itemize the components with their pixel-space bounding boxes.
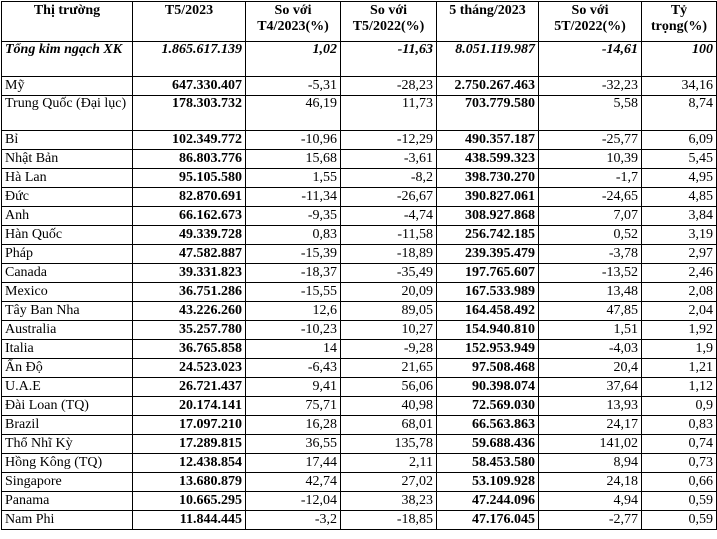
cell-share: 4,85 [642,188,717,207]
cell-five-months: 390.827.061 [437,188,539,207]
cell-vs-t5-2022: 11,73 [341,96,437,131]
cell-share: 5,45 [642,150,717,169]
cell-vs-5t-2022: 24,17 [539,416,642,435]
cell-market: Ấn Độ [2,359,133,378]
cell-five-months: 164.458.492 [437,302,539,321]
table-row [2,321,717,340]
cell-vs-t4: -5,31 [246,77,341,96]
cell-five-months: 703.779.580 [437,96,539,131]
cell-five-months: 59.688.436 [437,435,539,454]
cell-five-months: 66.563.863 [437,416,539,435]
cell-vs-5t-2022: 4,94 [539,492,642,511]
cell-vs-t4: 1,55 [246,169,341,188]
cell-five-months: 47.176.045 [437,511,539,530]
table-row [2,473,717,492]
cell-t5-2023: 49.339.728 [133,226,246,245]
table-row [2,131,717,150]
cell-market: Hàn Quốc [2,226,133,245]
table-row [2,283,717,302]
cell-vs-5t-2022: 0,52 [539,226,642,245]
cell-market: Singapore [2,473,133,492]
cell-market: Trung Quốc (Đại lục) [2,96,133,131]
cell-t5-2023: 647.330.407 [133,77,246,96]
header-market: Thị trường [2,2,133,42]
cell-vs-t5-2022: -3,61 [341,150,437,169]
table-row [2,169,717,188]
cell-share: 6,09 [642,131,717,150]
cell-share: 2,97 [642,245,717,264]
table-row [2,397,717,416]
table-row [2,150,717,169]
cell-vs-t4: 42,74 [246,473,341,492]
cell-market: Brazil [2,416,133,435]
cell-vs-5t-2022: -25,77 [539,131,642,150]
cell-vs-t4: -6,43 [246,359,341,378]
table-row [2,511,717,530]
cell-vs-t4: -18,37 [246,264,341,283]
cell-vs-5t-2022: 10,39 [539,150,642,169]
cell-share: 2,46 [642,264,717,283]
cell-vs-t4: 12,6 [246,302,341,321]
cell-five-months: 398.730.270 [437,169,539,188]
cell-vs-5t-2022: -24,65 [539,188,642,207]
table-row [2,454,717,473]
header-five-months: 5 tháng/2023 [437,2,539,42]
cell-share: 0,59 [642,511,717,530]
cell-vs-5t-2022: 7,07 [539,207,642,226]
cell-five-months: 167.533.989 [437,283,539,302]
cell-market: Nhật Bản [2,150,133,169]
cell-share: 1,92 [642,321,717,340]
table-row [2,492,717,511]
cell-vs-t4: -15,55 [246,283,341,302]
cell-vs-t5-2022: 135,78 [341,435,437,454]
cell-t5-2023: 17.289.815 [133,435,246,454]
cell-vs-t4: 15,68 [246,150,341,169]
cell-vs-5t-2022: 141,02 [539,435,642,454]
cell-t5-2023: 13.680.879 [133,473,246,492]
cell-vs-t4: -10,23 [246,321,341,340]
cell-five-months: 197.765.607 [437,264,539,283]
cell-five-months: 438.599.323 [437,150,539,169]
total-row [2,42,717,77]
cell-vs-t4: 16,28 [246,416,341,435]
cell-vs-5t-2022: 8,94 [539,454,642,473]
cell-five-months: 58.453.580 [437,454,539,473]
total-vs-t4: 1,02 [246,42,341,77]
cell-market: Tây Ban Nha [2,302,133,321]
cell-t5-2023: 36.765.858 [133,340,246,359]
cell-t5-2023: 86.803.776 [133,150,246,169]
table-row [2,96,717,131]
total-vs-t5-2022: -11,63 [341,42,437,77]
table-row [2,378,717,397]
header-t5-2023: T5/2023 [133,2,246,42]
cell-vs-t5-2022: -35,49 [341,264,437,283]
total-market: Tổng kim ngạch XK [2,42,133,77]
cell-vs-t5-2022: 40,98 [341,397,437,416]
cell-vs-5t-2022: -2,77 [539,511,642,530]
cell-vs-5t-2022: -13,52 [539,264,642,283]
cell-vs-5t-2022: -3,78 [539,245,642,264]
cell-share: 0,74 [642,435,717,454]
header-share: Tỷ trọng(%) [642,2,717,42]
table-row [2,188,717,207]
cell-vs-5t-2022: 1,51 [539,321,642,340]
table-row [2,435,717,454]
cell-five-months: 490.357.187 [437,131,539,150]
cell-market: Thổ Nhĩ Kỳ [2,435,133,454]
cell-t5-2023: 11.844.445 [133,511,246,530]
cell-vs-5t-2022: 13,93 [539,397,642,416]
cell-share: 1,21 [642,359,717,378]
cell-share: 0,73 [642,454,717,473]
cell-t5-2023: 47.582.887 [133,245,246,264]
table-row [2,340,717,359]
cell-t5-2023: 178.303.732 [133,96,246,131]
cell-vs-t4: 17,44 [246,454,341,473]
cell-five-months: 90.398.074 [437,378,539,397]
cell-market: Panama [2,492,133,511]
cell-share: 4,95 [642,169,717,188]
cell-t5-2023: 102.349.772 [133,131,246,150]
total-vs-5t-2022: -14,61 [539,42,642,77]
cell-five-months: 2.750.267.463 [437,77,539,96]
cell-share: 3,19 [642,226,717,245]
cell-five-months: 53.109.928 [437,473,539,492]
cell-vs-t4: -15,39 [246,245,341,264]
cell-vs-t4: 36,55 [246,435,341,454]
cell-t5-2023: 43.226.260 [133,302,246,321]
header-vs-t4: So với T4/2023(%) [246,2,341,42]
cell-market: Pháp [2,245,133,264]
cell-share: 34,16 [642,77,717,96]
cell-share: 0,66 [642,473,717,492]
cell-market: Mỹ [2,77,133,96]
cell-five-months: 308.927.868 [437,207,539,226]
cell-market: Canada [2,264,133,283]
cell-t5-2023: 12.438.854 [133,454,246,473]
table-row [2,207,717,226]
cell-vs-t5-2022: -11,58 [341,226,437,245]
cell-market: Nam Phi [2,511,133,530]
cell-t5-2023: 10.665.295 [133,492,246,511]
cell-five-months: 256.742.185 [437,226,539,245]
cell-five-months: 72.569.030 [437,397,539,416]
cell-share: 0,9 [642,397,717,416]
header-vs-t5-2022: So với T5/2022(%) [341,2,437,42]
cell-share: 2,08 [642,283,717,302]
cell-five-months: 154.940.810 [437,321,539,340]
cell-vs-t5-2022: 89,05 [341,302,437,321]
cell-market: Mexico [2,283,133,302]
cell-vs-t4: -9,35 [246,207,341,226]
cell-vs-t5-2022: 56,06 [341,378,437,397]
cell-t5-2023: 24.523.023 [133,359,246,378]
cell-vs-t5-2022: 2,11 [341,454,437,473]
cell-market: Italia [2,340,133,359]
cell-vs-t5-2022: -18,85 [341,511,437,530]
cell-vs-t5-2022: 38,23 [341,492,437,511]
cell-share: 1,9 [642,340,717,359]
table-row [2,245,717,264]
cell-vs-t5-2022: 68,01 [341,416,437,435]
cell-t5-2023: 66.162.673 [133,207,246,226]
cell-t5-2023: 82.870.691 [133,188,246,207]
total-five-months: 8.051.119.987 [437,42,539,77]
total-share: 100 [642,42,717,77]
cell-market: Australia [2,321,133,340]
cell-share: 0,83 [642,416,717,435]
cell-vs-t4: -12,04 [246,492,341,511]
cell-five-months: 239.395.479 [437,245,539,264]
cell-vs-t5-2022: -12,29 [341,131,437,150]
cell-share: 3,84 [642,207,717,226]
cell-t5-2023: 26.721.437 [133,378,246,397]
total-t5-2023: 1.865.617.139 [133,42,246,77]
cell-market: Bỉ [2,131,133,150]
cell-vs-5t-2022: 47,85 [539,302,642,321]
table-row [2,302,717,321]
cell-vs-5t-2022: -1,7 [539,169,642,188]
cell-share: 8,74 [642,96,717,131]
cell-vs-t4: -10,96 [246,131,341,150]
cell-vs-t5-2022: 27,02 [341,473,437,492]
cell-vs-t4: 9,41 [246,378,341,397]
cell-share: 1,12 [642,378,717,397]
cell-vs-t4: 46,19 [246,96,341,131]
cell-t5-2023: 39.331.823 [133,264,246,283]
cell-share: 2,04 [642,302,717,321]
cell-vs-t4: 14 [246,340,341,359]
cell-five-months: 152.953.949 [437,340,539,359]
header-vs-5t-2022: So với 5T/2022(%) [539,2,642,42]
cell-market: Anh [2,207,133,226]
cell-five-months: 47.244.096 [437,492,539,511]
cell-vs-t4: -11,34 [246,188,341,207]
cell-t5-2023: 36.751.286 [133,283,246,302]
cell-market: Đức [2,188,133,207]
cell-vs-5t-2022: 24,18 [539,473,642,492]
cell-t5-2023: 95.105.580 [133,169,246,188]
cell-vs-t5-2022: 20,09 [341,283,437,302]
cell-vs-5t-2022: 37,64 [539,378,642,397]
cell-five-months: 97.508.468 [437,359,539,378]
cell-vs-t5-2022: -9,28 [341,340,437,359]
cell-t5-2023: 20.174.141 [133,397,246,416]
cell-t5-2023: 35.257.780 [133,321,246,340]
cell-vs-t5-2022: -4,74 [341,207,437,226]
table-row [2,264,717,283]
cell-vs-t5-2022: -18,89 [341,245,437,264]
cell-vs-5t-2022: 20,4 [539,359,642,378]
cell-market: U.A.E [2,378,133,397]
cell-vs-t5-2022: 21,65 [341,359,437,378]
cell-vs-5t-2022: 5,58 [539,96,642,131]
cell-share: 0,59 [642,492,717,511]
table-row [2,77,717,96]
header-row [2,2,717,42]
table-row [2,416,717,435]
cell-vs-t4: 75,71 [246,397,341,416]
cell-market: Hà Lan [2,169,133,188]
cell-market: Hồng Kông (TQ) [2,454,133,473]
export-market-table [1,1,717,530]
cell-vs-t4: 0,83 [246,226,341,245]
cell-market: Đài Loan (TQ) [2,397,133,416]
table-header [2,2,717,42]
cell-vs-5t-2022: -32,23 [539,77,642,96]
cell-t5-2023: 17.097.210 [133,416,246,435]
table-row [2,359,717,378]
cell-vs-t4: -3,2 [246,511,341,530]
table-row [2,226,717,245]
cell-vs-5t-2022: 13,48 [539,283,642,302]
cell-vs-t5-2022: -28,23 [341,77,437,96]
cell-vs-5t-2022: -4,03 [539,340,642,359]
cell-vs-t5-2022: -26,67 [341,188,437,207]
cell-vs-t5-2022: -8,2 [341,169,437,188]
cell-vs-t5-2022: 10,27 [341,321,437,340]
table-body [2,42,717,530]
